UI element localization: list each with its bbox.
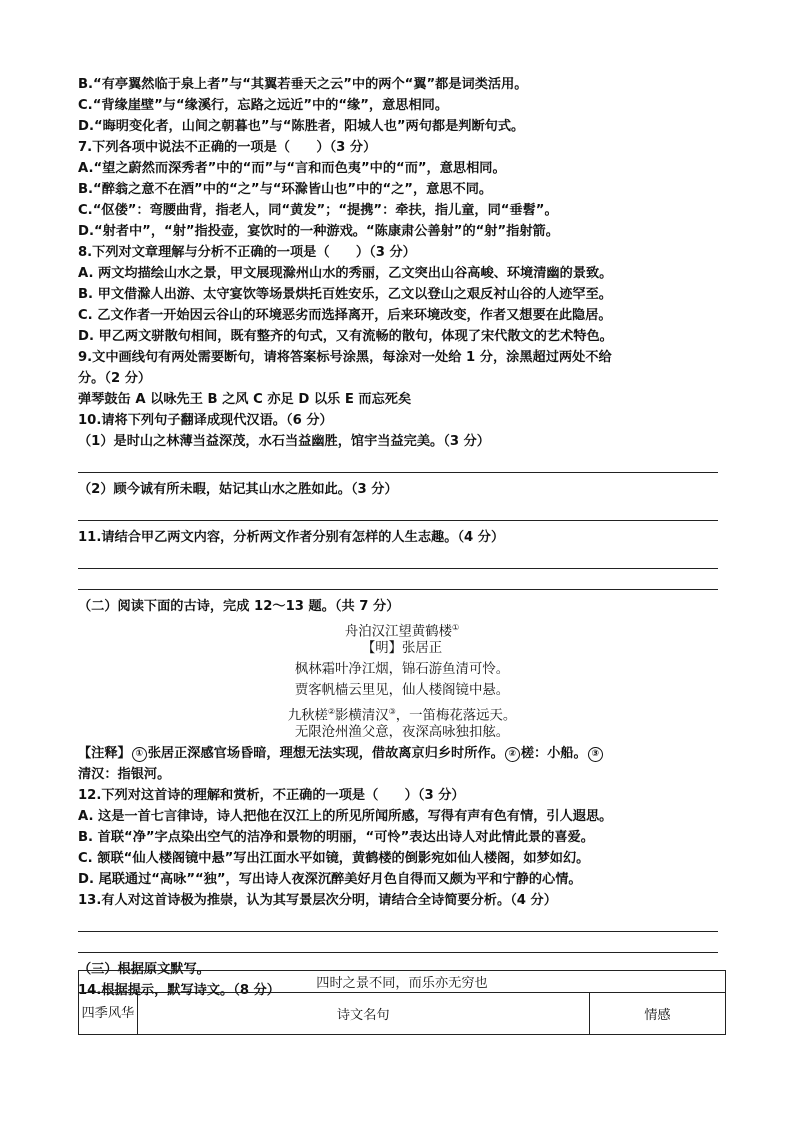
column-header-season: 四季风华: [79, 993, 138, 1035]
q13-stem: 13.有人对这首诗极为推崇，认为其写景层次分明，请结合全诗简要分析。（4 分）: [78, 893, 557, 908]
poem-line-1: 枫林霜叶净江烟，锦石游鱼清可怜。: [294, 662, 510, 677]
column-header-verse: 诗文名句: [137, 993, 589, 1035]
column-header-emotion: 情感: [589, 993, 725, 1035]
section-3-heading: （三）根据原文默写。: [78, 962, 210, 977]
poem-notes-line2: 清汉：指银河。: [78, 767, 171, 782]
q7-option-c: C.“伛偻”：弯腰曲背，指老人，同“黄发”；“提携”：牵扶，指儿童，同“垂髫”。: [78, 203, 558, 218]
q12-option-c: C. 颔联“仙人楼阁镜中悬”写出江面水平如镜，黄鹤楼的倒影宛如仙人楼阁，如梦如幻。: [78, 851, 590, 866]
footnote-marker: ②: [327, 707, 336, 716]
poem-line-4: 无限沧州渔父意，夜深高咏独扣舷。: [294, 725, 510, 740]
answer-line[interactable]: [78, 569, 718, 590]
q6-option-d: D.“晦明变化者，山间之朝暮也”与“陈胜者，阳城人也”两句都是判断句式。: [78, 119, 525, 134]
poem-line-3: 九秋槎②影横清汉③，一笛梅花落远天。: [287, 707, 517, 724]
q12-option-b: B. 首联“净”字点染出空气的洁净和景物的明丽，“可怜”表达出诗人对此情此景的喜爱。: [78, 830, 594, 845]
q12-option-d: D. 尾联通过“高咏”“独”，写出诗人夜深沉醉美好月色自得而又颇为平和宁静的心情。: [78, 872, 582, 887]
answer-line[interactable]: [78, 500, 718, 521]
poem-line-2: 贾客帆樯云里见，仙人楼阁镜中悬。: [294, 683, 510, 698]
q8-stem: 8.下列对文章理解与分析不正确的一项是（ ）（3 分）: [78, 245, 416, 260]
note-number: ③: [588, 747, 603, 762]
answer-line[interactable]: [78, 932, 718, 953]
poem-title: 舟泊汉江望黄鹤楼①: [344, 623, 460, 640]
answer-line[interactable]: [78, 548, 718, 569]
note-number: ②: [505, 747, 520, 762]
q10-sentence-1: （1）是时山之林薄当益深茂，水石当益幽胜，馆宇当益完美。（3 分）: [78, 434, 490, 449]
q6-option-c: C.“背缘崖壁”与“缘溪行，忘路之远近”中的“缘”，意思相同。: [78, 98, 449, 113]
footnote-marker: ①: [451, 623, 460, 632]
q8-option-c: C. 乙文作者一开始因云谷山的环境恶劣而选择离开，后来环境改变，作者又想要在此隐居。: [78, 308, 612, 323]
section-2-heading: （二）阅读下面的古诗，完成 12～13 题。（共 7 分）: [78, 599, 400, 614]
exam-page: [78, 74, 726, 1001]
q6-option-b: B.“有亭翼然临于泉上者”与“其翼若垂天之云”中的两个“翼”都是词类活用。: [78, 77, 528, 92]
q10-stem: 10.请将下列句子翻译成现代汉语。（6 分）: [78, 413, 333, 428]
answer-line[interactable]: [78, 452, 718, 473]
q10-sentence-2: （2）顾今诚有所未暇，姑记其山水之胜如此。（3 分）: [78, 482, 398, 497]
q12-option-a: A. 这是一首七言律诗，诗人把他在汉江上的所见所闻所感，写得有声有色有情，引人遐思。: [78, 809, 613, 824]
q9-stem-line2: 分。（2 分）: [78, 371, 152, 386]
answer-line[interactable]: [78, 911, 718, 932]
footnote-marker: ③: [388, 707, 396, 716]
table-title: 四时之景不同，而乐亦无穷也: [79, 971, 726, 993]
poem-notes-line1: 【注释】 ① 张居正深感官场昏暗，理想无法实现，借故离京归乡时所作。 ② 槎：小船。 ③: [78, 743, 726, 764]
q7-option-b: B.“醉翁之意不在酒”中的“之”与“环滁皆山也”中的“之”，意思不同。: [78, 182, 493, 197]
q9-stem-line1: 9.文中画线句有两处需要断句，请将答案标号涂黑，每涂对一处给 1 分，涂黑超过两处不给: [78, 350, 612, 365]
q11-stem: 11.请结合甲乙两文内容，分析两文作者分别有怎样的人生志趣。（4 分）: [78, 530, 505, 545]
q7-option-a: A.“望之蔚然而深秀者”中的“而”与“言和而色夷”中的“而”，意思相同。: [78, 161, 506, 176]
q14-stem: 14.根据提示，默写诗文。（8 分）: [78, 983, 280, 998]
q8-option-d: D. 甲乙两文骈散句相间，既有整齐的句式，又有流畅的散句，体现了宋代散文的艺术特色。: [78, 329, 613, 344]
q8-option-a: A. 两文均描绘山水之景，甲文展现滁州山水的秀丽，乙文突出山谷高峻、环境清幽的景致。: [78, 266, 613, 281]
q7-option-d: D.“射者中”，“射”指投壶，宴饮时的一种游戏。“陈康肃公善射”的“射”指射箭。: [78, 224, 559, 239]
q8-option-b: B. 甲文借滁人出游、太守宴饮等场景烘托百姓安乐，乙文以登山之艰反衬山谷的人迹罕至。: [78, 287, 612, 302]
q7-stem: 7.下列各项中说法不正确的一项是（ ）（3 分）: [78, 140, 377, 155]
q12-stem: 12.下列对这首诗的理解和赏析，不正确的一项是（ ）（3 分）: [78, 788, 465, 803]
q14-table: [78, 970, 726, 1035]
q9-options: 弹琴鼓缶 A 以咏先王 B 之风 C 亦足 D 以乐 E 而忘死矣: [78, 392, 412, 407]
poem-author: 【明】张居正: [361, 641, 443, 656]
note-number: ①: [132, 747, 147, 762]
